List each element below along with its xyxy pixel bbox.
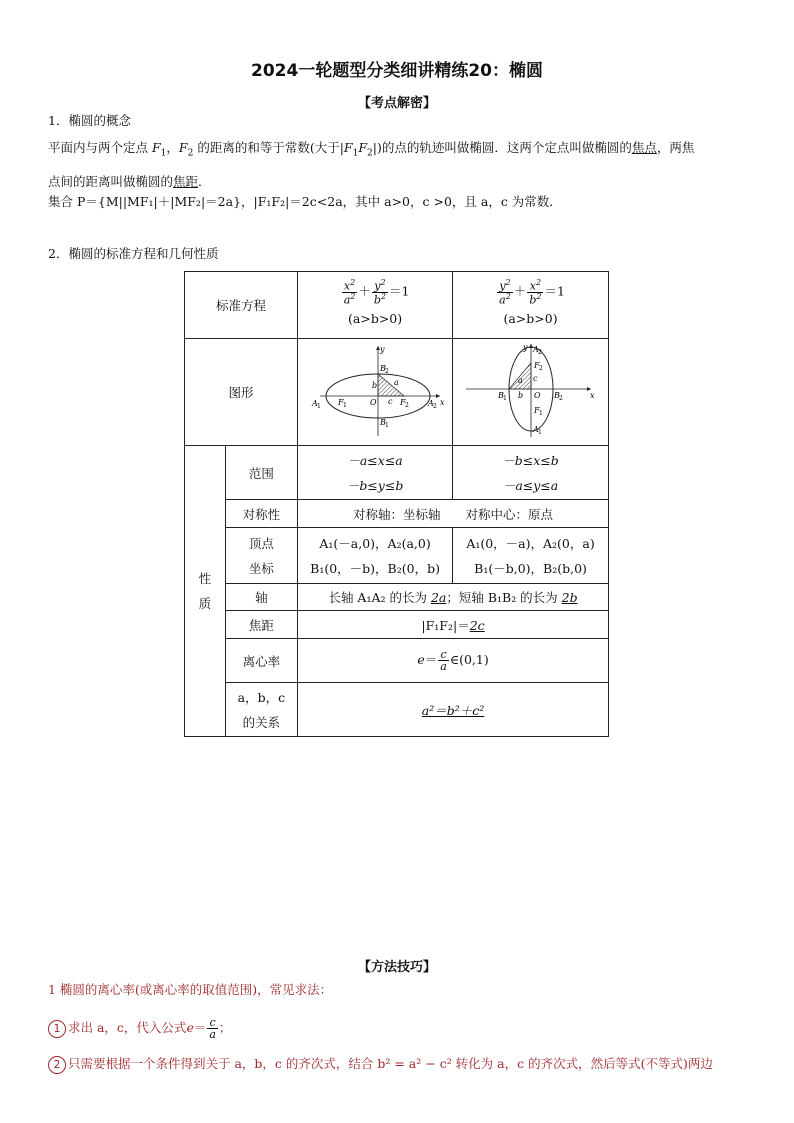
vertices-vertical: A₁(0，－a)，A₂(0，a) B₁(－b,0)，B₂(b,0)	[453, 528, 609, 584]
row-abc-relation	[185, 683, 609, 737]
row-symmetry	[185, 500, 609, 528]
graph-vertical-ellipse	[453, 339, 609, 446]
svg-text:A: A	[312, 398, 318, 408]
term-focal-distance: 焦距	[173, 173, 199, 189]
row-vertices	[185, 528, 609, 584]
label-axes: 轴	[225, 584, 297, 611]
label-vertices: 顶点 坐标	[225, 528, 297, 584]
svg-text:1: 1	[538, 409, 543, 417]
section-heading-kaodian: 【考点解密】	[357, 96, 436, 111]
svg-text:2: 2	[433, 402, 437, 410]
svg-text:B: B	[553, 390, 560, 400]
row-focal-distance	[185, 611, 609, 639]
svg-text:O: O	[370, 397, 377, 407]
svg-text:B: B	[380, 363, 386, 373]
label-focal-distance: 焦距	[225, 611, 297, 639]
svg-text:A: A	[532, 344, 539, 354]
condition-horizontal: (a>b>0)	[348, 310, 403, 326]
svg-text:1: 1	[385, 421, 389, 429]
svg-text:A: A	[428, 398, 434, 408]
vertical-ellipse-diagram	[456, 341, 606, 441]
svg-text:c: c	[532, 373, 537, 383]
label-properties: 性 质	[185, 446, 226, 737]
svg-text:a: a	[517, 375, 523, 385]
svg-text:B: B	[497, 390, 504, 400]
standard-heading: 2．椭圆的标准方程和几何性质	[48, 246, 219, 261]
abc-relation-value: a²＝b²＋c²	[298, 683, 609, 737]
focal-distance-value: |F₁F₂|＝2c	[298, 611, 609, 639]
method-2: 2 只需要根据一个条件得到关于 a，b，c 的齐次式，结合 b² = a² − c² 转化为 a，c 的齐次式，然后等式(不等式)两边	[48, 1050, 768, 1077]
svg-text:c: c	[388, 396, 393, 406]
set-definition: 集合 P＝{M||MF₁|＋|MF₂|＝2a}，|F₁F₂|＝2c<2a，其中 a>0，c >0，且 a，c 为常数．	[48, 194, 562, 209]
svg-text:2: 2	[558, 394, 563, 402]
label-eccentricity: 离心率	[225, 639, 297, 683]
svg-text:b: b	[372, 380, 378, 390]
range-vertical: －b≤x≤b －a≤y≤a	[453, 446, 609, 500]
concept-paragraph: 平面内与两个定点 $F_1$，$F_2$ 的距离的和等于常数(大于$|F_1F_2|$)的点的轨迹叫做椭圆．这两个定点叫做椭圆的焦点，两焦 点间的距离叫做椭圆的焦距．	[48, 140, 695, 189]
eccentricity-value: e＝ $\frac{c}{a}$ ∈(0,1)	[298, 639, 609, 683]
condition-vertical: (a>b>0)	[503, 310, 558, 326]
graph-horizontal-ellipse	[298, 339, 453, 446]
horizontal-ellipse-diagram	[300, 341, 450, 441]
label-range: 范围	[225, 446, 297, 500]
svg-text:1: 1	[502, 394, 507, 402]
label-standard-equation: 标准方程	[185, 272, 298, 339]
svg-text:x: x	[589, 390, 595, 400]
page-title: 2024一轮题型分类细讲精练20：椭圆	[251, 61, 543, 81]
equation-horizontal: $\frac{x^2}{a^2}$ ＋ $\frac{y^2}{b^2}$ ＝1 (a>b>0)	[298, 272, 453, 339]
label-abc-relation: a，b，c 的关系	[225, 683, 297, 737]
section-heading-fangfa: 【方法技巧】	[357, 960, 436, 975]
svg-text:2: 2	[405, 401, 409, 409]
svg-text:O: O	[533, 390, 541, 400]
svg-text:b: b	[517, 390, 523, 400]
row-range	[185, 446, 609, 500]
symmetry-value: 对称轴：坐标轴 对称中心：原点	[298, 500, 609, 528]
row-axes	[185, 584, 609, 611]
ellipse-properties-table	[184, 271, 609, 737]
svg-text:1: 1	[317, 402, 321, 410]
axes-value: 长轴 A₁A₂ 的长为 2a；短轴 B₁B₂ 的长为 2b	[298, 584, 609, 611]
label-graph: 图形	[185, 339, 298, 446]
svg-text:y: y	[522, 342, 528, 352]
svg-text:1: 1	[537, 428, 542, 436]
svg-text:F: F	[533, 405, 540, 415]
svg-text:F: F	[338, 397, 344, 407]
circle-number-1: 1	[48, 1020, 66, 1038]
row-eccentricity	[185, 639, 609, 683]
equation-vertical: $\frac{y^2}{a^2}$ ＋ $\frac{x^2}{b^2}$ ＝1 (a>b>0)	[453, 272, 609, 339]
svg-text:B: B	[380, 417, 386, 427]
svg-text:2: 2	[537, 348, 542, 356]
term-focus: 焦点	[631, 140, 657, 155]
row-graph	[185, 339, 609, 446]
svg-text:A: A	[532, 424, 539, 434]
svg-text:2: 2	[538, 364, 543, 372]
svg-text:F: F	[400, 397, 406, 407]
range-horizontal: －a≤x≤a －b≤y≤b	[298, 446, 453, 500]
svg-text:y: y	[380, 344, 385, 354]
method-1: 1 求出 a，c，代入公式e＝ $\frac{c}{a}$ ；	[48, 1014, 748, 1041]
concept-heading: 1．椭圆的概念	[48, 113, 131, 128]
svg-text:a: a	[394, 377, 399, 387]
vertices-horizontal: A₁(－a,0)，A₂(a,0) B₁(0，－b)，B₂(0，b)	[298, 528, 453, 584]
svg-text:2: 2	[385, 367, 389, 375]
svg-text:F: F	[533, 360, 540, 370]
svg-text:1: 1	[343, 401, 347, 409]
method-line-1: 1 椭圆的离心率(或离心率的取值范围)，常见求法：	[48, 982, 333, 997]
label-symmetry: 对称性	[225, 500, 297, 528]
circle-number-2: 2	[48, 1056, 66, 1074]
svg-text:x: x	[440, 397, 445, 407]
row-standard-equation	[185, 272, 609, 339]
